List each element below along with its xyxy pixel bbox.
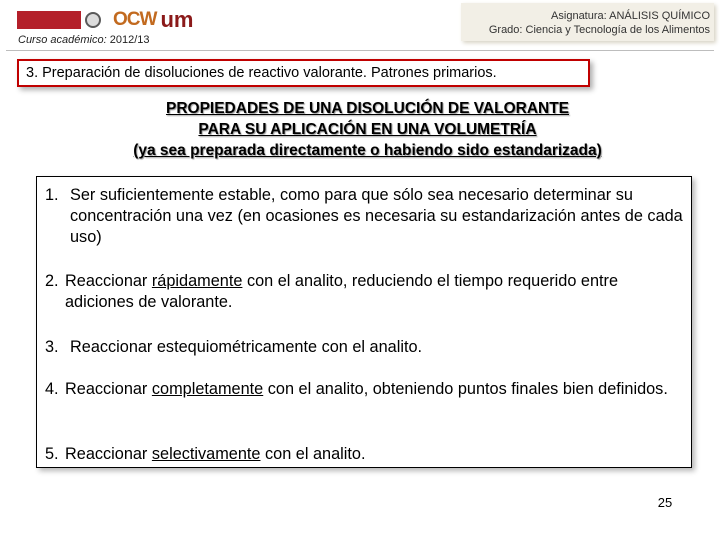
university-logo xyxy=(17,9,105,31)
list-item-number: 2. xyxy=(45,272,59,290)
university-logo-plate xyxy=(17,11,81,29)
list-item-text-post: con el analito, obteniendo puntos finales bien definidos. xyxy=(267,380,668,398)
heading-line-3: (ya sea preparada directamente o habiendo sido estandarizada) xyxy=(133,142,602,159)
list-item-text xyxy=(45,271,689,313)
list-item-number: 5. xyxy=(45,445,59,463)
slide-heading xyxy=(60,98,675,161)
list-item xyxy=(45,185,689,248)
list-item xyxy=(45,444,689,465)
emphasis-text: selectivamente xyxy=(151,445,261,463)
emphasis-text: rápidamente xyxy=(151,272,243,290)
list-item-text-pre: Reaccionar xyxy=(65,380,148,398)
academic-year xyxy=(18,34,149,46)
list-item-text xyxy=(45,379,689,400)
heading-line-1: PROPIEDADES DE UNA DISOLUCIÓN DE VALORANTE xyxy=(165,100,570,117)
degree-name: Grado: Ciencia y Tecnología de los Alimentos xyxy=(488,24,710,36)
academic-year-value: 2012/13 xyxy=(109,34,150,46)
subject-box xyxy=(461,3,714,41)
list-item xyxy=(45,337,689,358)
heading-line-2: PARA SU APLICACIÓN EN UNA VOLUMETRÍA xyxy=(198,121,537,138)
header-divider xyxy=(6,50,714,51)
properties-box xyxy=(36,176,692,468)
list-item-number: 4. xyxy=(45,380,59,398)
ocw-logo-ocw: OCW xyxy=(113,9,157,30)
list-item-text-post: con el analito. xyxy=(265,445,366,463)
ocw-logo-um: um xyxy=(160,7,194,32)
list-item-text-post: con el analito, reduciendo el tiempo requerido entre adiciones de valorante. xyxy=(65,272,619,311)
list-item-text: Reaccionar estequiométricamente con el analito. xyxy=(70,338,423,356)
list-item-text: Ser suficientemente estable, como para que sólo sea necesario determinar su concentración una vez (en ocasiones es necesaria su estandarización antes de cada uso) xyxy=(70,186,683,246)
list-item-number: 3. xyxy=(45,338,59,356)
crest-icon xyxy=(85,12,101,28)
subject-name: Asignatura: ANÁLISIS QUÍMICO xyxy=(551,10,710,22)
list-item-text-pre: Reaccionar xyxy=(65,445,148,463)
page-number: 25 xyxy=(657,495,673,510)
emphasis-text: completamente xyxy=(151,380,264,398)
list-item xyxy=(45,271,689,313)
ocw-logo xyxy=(113,8,193,30)
section-title: 3. Preparación de disoluciones de reactivo valorante. Patrones primarios. xyxy=(17,59,590,87)
list-item-text xyxy=(45,444,689,465)
list-item-text-pre: Reaccionar xyxy=(65,272,148,290)
academic-year-label: Curso académico: xyxy=(18,34,107,46)
list-item-number: 1. xyxy=(45,186,59,204)
list-item xyxy=(45,379,689,400)
